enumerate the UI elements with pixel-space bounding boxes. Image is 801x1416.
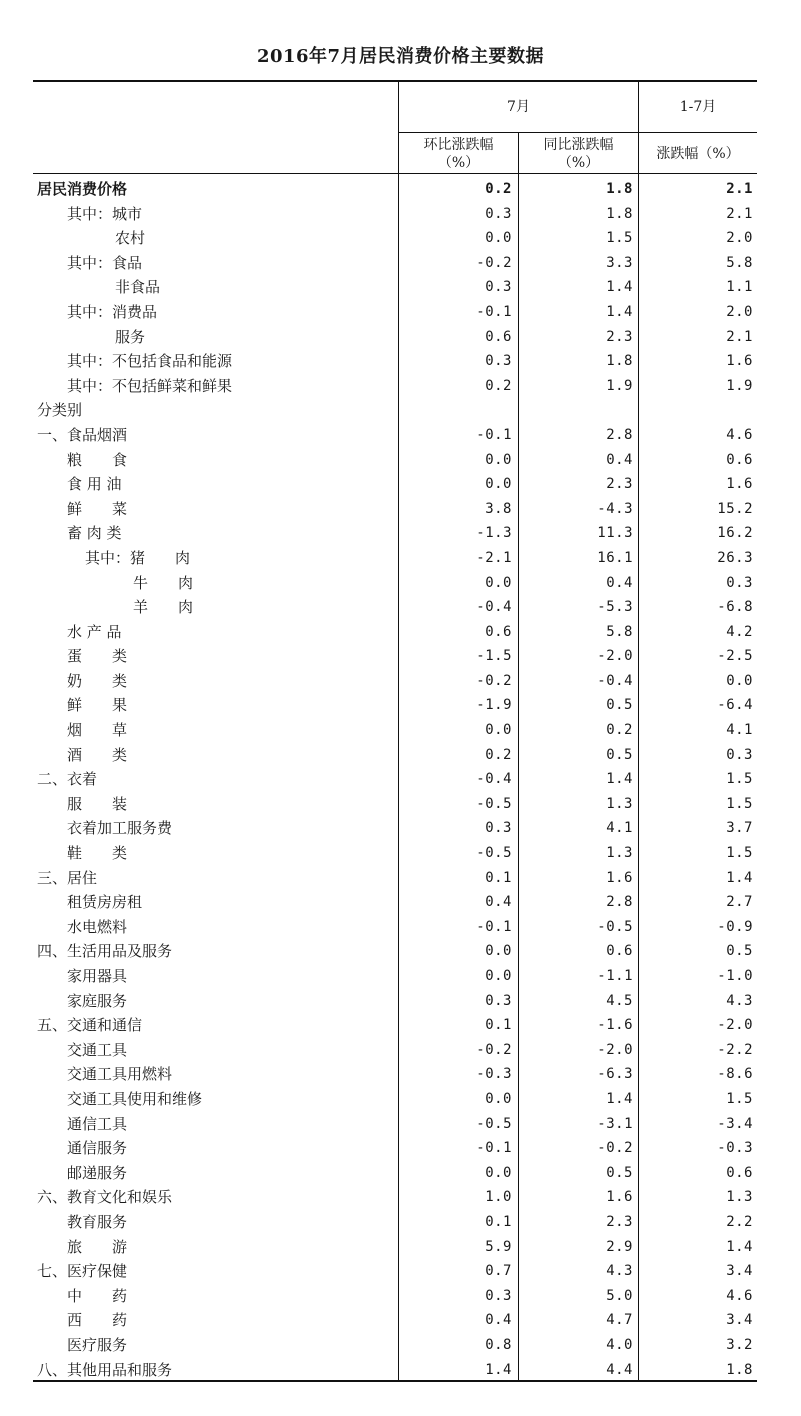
yoy-value: 11.3: [597, 525, 633, 542]
row-label: 居民消费价格: [37, 180, 128, 198]
row-label: 西 药: [67, 1311, 128, 1330]
row-label: 三、居住: [37, 868, 98, 887]
yoy-value: 0.2: [606, 722, 633, 739]
table-body: [33, 177, 757, 1382]
ytd-value: -0.9: [717, 918, 753, 935]
row-label: 奶 类: [67, 671, 128, 690]
ytd-value: 26.3: [717, 549, 753, 566]
ytd-value: 0.6: [726, 1164, 753, 1181]
mom-value: 0.2: [485, 746, 512, 763]
ytd-value: 2.1: [726, 328, 753, 345]
row-label: 食 用 油: [67, 475, 122, 494]
mom-value: -0.2: [476, 254, 512, 271]
row-label: 教育服务: [67, 1212, 128, 1231]
mom-value: 0.3: [485, 205, 512, 222]
ytd-value: 2.1: [726, 205, 753, 222]
row-label: 羊 肉: [133, 598, 194, 617]
mom-value: 5.9: [485, 1238, 512, 1255]
row-label: 衣着加工服务费: [67, 819, 173, 838]
table-row: [33, 300, 757, 325]
yoy-value: 1.4: [606, 303, 633, 320]
yoy-value: 2.3: [606, 328, 633, 345]
table-row: [33, 1333, 757, 1358]
yoy-value: 1.5: [606, 230, 633, 247]
table-row: [33, 374, 757, 399]
ytd-value: 4.3: [726, 992, 753, 1009]
mom-value: 0.3: [485, 1287, 512, 1304]
table-row: [33, 1013, 757, 1038]
row-label: 其中：不包括鲜菜和鲜果: [67, 376, 233, 395]
row-label: 农村: [115, 229, 146, 248]
yoy-value: 16.1: [597, 549, 633, 566]
table-row: [33, 202, 757, 227]
header-yoy-label: 同比涨跌幅: [543, 137, 614, 153]
row-label: 鞋 类: [67, 844, 128, 863]
table-row: [33, 767, 757, 792]
ytd-value: 1.4: [726, 869, 753, 886]
table-row: [33, 497, 757, 522]
row-label: 六、教育文化和娱乐: [37, 1188, 173, 1207]
row-label: 交通工具使用和维修: [67, 1089, 203, 1108]
table-row: [33, 915, 757, 940]
row-label: 通信工具: [67, 1114, 128, 1133]
table-row: [33, 693, 757, 718]
row-label: 交通工具用燃料: [67, 1065, 173, 1084]
ytd-value: 1.3: [726, 1189, 753, 1206]
yoy-value: -3.1: [597, 1115, 633, 1132]
ytd-value: -1.0: [717, 968, 753, 984]
mom-value: -0.1: [476, 303, 512, 320]
table-row: [33, 1358, 757, 1383]
table-row: [33, 669, 757, 694]
ytd-value: -2.5: [717, 648, 753, 665]
page-title: 2016年7月居民消费价格主要数据: [256, 46, 545, 67]
row-label: 分类别: [37, 401, 83, 420]
yoy-value: -5.3: [597, 599, 633, 616]
table-row: [33, 275, 757, 300]
table-row: [33, 743, 757, 768]
table-row: [33, 423, 757, 448]
row-label: 服 装: [67, 794, 128, 813]
mom-value: 1.0: [485, 1189, 512, 1206]
mom-value: 0.1: [485, 869, 512, 886]
mom-value: -2.1: [476, 549, 512, 566]
table-row: [33, 792, 757, 817]
row-label: 中 药: [67, 1286, 128, 1305]
yoy-value: 1.8: [606, 181, 633, 197]
mom-value: 0.2: [485, 181, 512, 197]
ytd-value: 4.1: [726, 722, 753, 739]
table-row: [33, 1038, 757, 1063]
table-row: [33, 177, 757, 202]
ytd-value: 2.0: [726, 303, 753, 320]
row-label: 家用器具: [67, 967, 128, 985]
ytd-value: 1.6: [726, 476, 753, 493]
table-row: [33, 1308, 757, 1333]
yoy-value: 1.3: [606, 795, 633, 812]
yoy-value: 4.0: [606, 1336, 633, 1353]
table-row: [33, 1087, 757, 1112]
ytd-value: 1.6: [726, 353, 753, 370]
table-row: [33, 398, 757, 423]
yoy-value: 1.4: [606, 279, 633, 296]
yoy-value: 1.6: [606, 869, 633, 886]
table-row: [33, 964, 757, 989]
mom-value: -0.4: [476, 771, 512, 788]
yoy-value: 0.6: [606, 943, 633, 960]
ytd-value: 4.6: [726, 426, 753, 443]
ytd-value: 3.4: [726, 1312, 753, 1329]
row-label: 水电燃料: [67, 917, 128, 936]
table-row: [33, 595, 757, 620]
row-label: 服务: [115, 327, 146, 346]
mom-value: 0.3: [485, 820, 512, 837]
yoy-value: 0.4: [606, 574, 633, 591]
yoy-value: -2.0: [597, 1041, 633, 1058]
row-label: 牛 肉: [133, 573, 194, 592]
row-label: 其中：消费品: [67, 302, 158, 321]
ytd-value: -2.0: [717, 1017, 753, 1034]
table-row: [33, 521, 757, 546]
row-label: 邮递服务: [67, 1163, 128, 1182]
ytd-value: 0.6: [726, 451, 753, 468]
row-label: 畜 肉 类: [67, 524, 122, 543]
mom-value: -0.1: [476, 1140, 512, 1157]
yoy-value: -2.0: [597, 648, 633, 665]
header-month: 7月: [507, 99, 530, 115]
row-label: 二、衣着: [37, 770, 98, 789]
yoy-value: 0.5: [606, 1164, 633, 1181]
yoy-value: 5.8: [606, 623, 633, 640]
ytd-value: 0.3: [726, 574, 753, 591]
mom-value: 0.3: [485, 279, 512, 296]
ytd-value: 0.5: [726, 943, 753, 960]
table-row: [33, 816, 757, 841]
table-row: [33, 226, 757, 251]
row-label: 租赁房房租: [67, 893, 143, 912]
yoy-value: 4.1: [606, 820, 633, 837]
row-label: 粮 食: [67, 450, 128, 469]
row-label: 烟 草: [67, 721, 128, 740]
table-row: [33, 349, 757, 374]
yoy-value: 1.8: [606, 353, 633, 370]
row-label: 家庭服务: [67, 991, 128, 1010]
table-row: [33, 1185, 757, 1210]
mom-value: 0.0: [485, 968, 512, 984]
table-row: [33, 1210, 757, 1235]
ytd-value: 1.1: [726, 279, 753, 296]
mom-value: -0.4: [476, 599, 512, 616]
row-label: 非食品: [115, 278, 161, 297]
yoy-value: -1.1: [597, 968, 633, 984]
yoy-value: -0.5: [597, 918, 633, 935]
row-label: 其中：城市: [67, 204, 143, 223]
ytd-value: 1.5: [726, 845, 753, 862]
ytd-value: -3.4: [717, 1115, 753, 1132]
mom-value: 0.3: [485, 353, 512, 370]
ytd-value: 0.3: [726, 746, 753, 763]
mom-value: -1.9: [476, 697, 512, 714]
yoy-value: 4.7: [606, 1312, 633, 1329]
mom-value: -0.2: [476, 672, 512, 689]
header-yoy-unit: （%）: [557, 155, 600, 171]
row-label: 七、医疗保健: [37, 1262, 128, 1281]
ytd-value: -0.3: [717, 1140, 753, 1157]
yoy-value: 1.6: [606, 1189, 633, 1206]
table-row: [33, 939, 757, 964]
yoy-value: 2.8: [606, 426, 633, 443]
table-row: [33, 472, 757, 497]
yoy-value: 1.4: [606, 771, 633, 788]
yoy-value: 2.9: [606, 1238, 633, 1255]
mom-value: 0.6: [485, 328, 512, 345]
table-row: [33, 546, 757, 571]
ytd-value: 2.7: [726, 894, 753, 911]
table-row: [33, 1112, 757, 1137]
ytd-value: 3.4: [726, 1263, 753, 1280]
yoy-value: 1.3: [606, 845, 633, 862]
row-label: 其中：不包括食品和能源: [67, 352, 233, 371]
ytd-value: 16.2: [717, 525, 753, 542]
row-label: 通信服务: [67, 1139, 128, 1158]
mom-value: 0.4: [485, 894, 512, 911]
ytd-value: 1.5: [726, 771, 753, 788]
mom-value: -1.3: [476, 525, 512, 542]
yoy-value: 4.3: [606, 1263, 633, 1280]
ytd-value: 2.1: [726, 181, 753, 197]
row-label: 其中：食品: [67, 253, 143, 272]
row-label: 五、交通和通信: [37, 1016, 143, 1035]
mom-value: 1.4: [485, 1361, 512, 1378]
mom-value: 0.0: [485, 476, 512, 493]
mom-value: 0.0: [485, 943, 512, 960]
yoy-value: -0.2: [597, 1140, 633, 1157]
mom-value: 0.1: [485, 1213, 512, 1230]
mom-value: 0.7: [485, 1263, 512, 1280]
table-top-rule: [33, 80, 757, 82]
table-row: [33, 325, 757, 350]
table-row: [33, 448, 757, 473]
yoy-value: 4.5: [606, 992, 633, 1009]
mom-value: 0.2: [485, 377, 512, 394]
ytd-value: -6.8: [717, 599, 753, 616]
yoy-value: -4.3: [597, 500, 633, 517]
yoy-value: 1.4: [606, 1090, 633, 1107]
table-row: [33, 1136, 757, 1161]
table-row: [33, 644, 757, 669]
yoy-value: -1.6: [597, 1017, 633, 1034]
mom-value: 0.4: [485, 1312, 512, 1329]
mom-value: 0.0: [485, 1164, 512, 1181]
mom-value: -0.5: [476, 795, 512, 812]
header-mom: [399, 136, 518, 172]
mom-value: 3.8: [485, 500, 512, 517]
row-label: 一、食品烟酒: [37, 425, 128, 444]
mom-value: 0.8: [485, 1336, 512, 1353]
yoy-value: 1.9: [606, 377, 633, 394]
ytd-value: 1.5: [726, 795, 753, 812]
header-mom-label: 环比涨跌幅: [423, 137, 494, 153]
row-label: 鲜 菜: [67, 499, 128, 518]
mom-value: 0.1: [485, 1017, 512, 1034]
table-row: [33, 1161, 757, 1186]
row-label: 水 产 品: [67, 622, 122, 641]
yoy-value: 3.3: [606, 254, 633, 271]
mom-value: 0.0: [485, 451, 512, 468]
header-ytd-change: 涨跌幅（%）: [656, 146, 740, 162]
yoy-value: 0.5: [606, 746, 633, 763]
yoy-value: 4.4: [606, 1361, 633, 1378]
mom-value: -0.1: [476, 918, 512, 935]
yoy-value: 5.0: [606, 1287, 633, 1304]
mom-value: -0.5: [476, 845, 512, 862]
table-row: [33, 251, 757, 276]
row-label: 酒 类: [67, 745, 128, 764]
table-row: [33, 571, 757, 596]
ytd-value: 1.9: [726, 377, 753, 394]
table-row: [33, 718, 757, 743]
yoy-value: 0.4: [606, 451, 633, 468]
header-mom-unit: （%）: [437, 155, 480, 171]
ytd-value: 3.7: [726, 820, 753, 837]
ytd-value: -6.4: [717, 697, 753, 714]
row-label: 四、生活用品及服务: [37, 942, 173, 961]
row-label: 医疗服务: [67, 1335, 128, 1354]
table-row: [33, 620, 757, 645]
yoy-value: -0.4: [597, 672, 633, 689]
yoy-value: 2.3: [606, 476, 633, 493]
header-bottom-rule: [33, 173, 757, 174]
yoy-value: 2.8: [606, 894, 633, 911]
table-row: [33, 841, 757, 866]
row-label: 旅 游: [67, 1237, 128, 1256]
mom-value: -0.3: [476, 1066, 512, 1083]
ytd-value: 1.5: [726, 1090, 753, 1107]
ytd-value: 2.2: [726, 1213, 753, 1230]
yoy-value: 1.8: [606, 205, 633, 222]
row-label: 八、其他用品和服务: [37, 1360, 173, 1379]
mom-value: -0.5: [476, 1115, 512, 1132]
mom-value: 0.6: [485, 623, 512, 640]
table-row: [33, 866, 757, 891]
mom-value: -0.2: [476, 1041, 512, 1058]
ytd-value: 1.4: [726, 1238, 753, 1255]
table-row: [33, 1062, 757, 1087]
mom-value: 0.0: [485, 574, 512, 591]
mom-value: -0.1: [476, 426, 512, 443]
table-row: [33, 1284, 757, 1309]
ytd-value: 5.8: [726, 254, 753, 271]
table-row: [33, 989, 757, 1014]
ytd-value: 0.0: [726, 672, 753, 689]
mom-value: 0.3: [485, 992, 512, 1009]
header-ytd: 1-7月: [679, 99, 717, 115]
ytd-value: 15.2: [717, 500, 753, 517]
row-label: 其中：猪 肉: [85, 548, 191, 567]
row-label: 鲜 果: [67, 696, 128, 715]
ytd-value: 4.2: [726, 623, 753, 640]
table-row: [33, 1259, 757, 1284]
ytd-value: -2.2: [717, 1041, 753, 1058]
header-yoy: [519, 136, 638, 172]
ytd-value: 3.2: [726, 1336, 753, 1353]
mom-value: 0.0: [485, 230, 512, 247]
ytd-value: 4.6: [726, 1287, 753, 1304]
ytd-value: -8.6: [717, 1066, 753, 1083]
mom-value: 0.0: [485, 1090, 512, 1107]
mom-value: 0.0: [485, 722, 512, 739]
ytd-value: 2.0: [726, 230, 753, 247]
yoy-value: 2.3: [606, 1213, 633, 1230]
row-label: 蛋 类: [67, 647, 128, 666]
header-mid-rule: [399, 132, 757, 133]
ytd-value: 1.8: [726, 1361, 753, 1378]
row-label: 交通工具: [67, 1040, 128, 1059]
yoy-value: 0.5: [606, 697, 633, 714]
yoy-value: -6.3: [597, 1066, 633, 1083]
table-row: [33, 890, 757, 915]
mom-value: -1.5: [476, 648, 512, 665]
table-row: [33, 1235, 757, 1260]
